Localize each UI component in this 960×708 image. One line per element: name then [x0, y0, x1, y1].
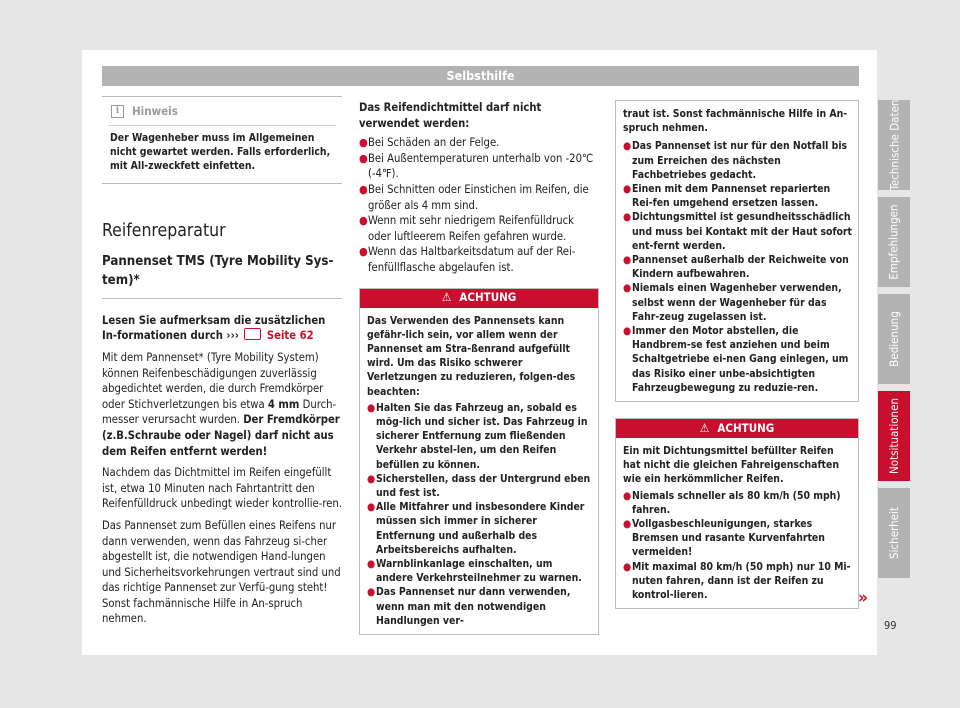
warning-list [367, 401, 592, 628]
intro-paragraph-3: Das Pannenset zum Befüllen eines Reifens nur dann verwenden, wenn das Fahrzeug si-cher abgestellt ist, die notwendigen Hand-lungen und Sicherheitsvorkehrungen vertraut sind und das richtige Pannenset zur Verfü-gung steht! Sonst fachmännische Hilfe in An-spruch nehmen. [102, 518, 341, 626]
bullet-icon: ● [623, 560, 632, 573]
list-item-text: Wenn das Haltbarkeitsdatum auf der Rei-fenfüllflasche abgelaufen ist. [368, 245, 576, 274]
not-use-list [359, 135, 599, 275]
warning-label: ACHTUNG [717, 420, 775, 435]
warning-box-2 [615, 418, 859, 609]
column-left [102, 96, 342, 633]
list-item [367, 472, 592, 500]
list-item [623, 182, 852, 210]
list-item [367, 585, 592, 628]
bullet-icon: ● [623, 140, 632, 153]
bullet-icon: ● [623, 325, 632, 338]
list-item-text: Niemals schneller als 80 km/h (50 mph) fahren. [632, 489, 841, 516]
bullet-icon: ● [623, 211, 632, 224]
bullet-icon: ● [623, 518, 632, 531]
section-subtitle: Pannenset TMS (Tyre Mobility Sys-tem)* [102, 252, 342, 299]
tab-label: Notsituationen [887, 397, 901, 475]
warning-continued-list [623, 139, 852, 395]
warning-header [360, 289, 598, 308]
list-item-text: Mit maximal 80 km/h (50 mph) nur 10 Mi-nuten fahren, dann ist der Reifen zu kontrol-lieren. [632, 560, 851, 602]
section-title: Reifenreparatur [102, 221, 226, 242]
bullet-icon: ● [367, 501, 376, 514]
bullet-icon: ● [359, 136, 368, 150]
warning-label: ACHTUNG [459, 290, 517, 305]
intro-paragraph-2: Nachdem das Dichtmittel im Reifen eingefüllt ist, etwa 10 Minuten nach Fahrtantritt den Reifenfülldruck unbedingt wieder kontrollie-ren. [102, 466, 342, 511]
bullet-icon: ● [367, 557, 376, 570]
list-item [623, 281, 852, 324]
bullet-icon: ● [367, 401, 376, 414]
list-item-text: Das Pannenset ist nur für den Notfall bis zum Erreichen des nächsten Fachbetriebes gedacht. [632, 140, 848, 181]
warning-header [616, 419, 858, 438]
list-item-text: Wenn mit sehr niedrigem Reifenfülldruck oder luftleerem Reifen gefahren wurde. [368, 214, 575, 243]
tab-label: Technische Daten [887, 99, 901, 191]
list-item-text: Alle Mitfahrer und insbesondere Kinder müssen sich immer in sicherer Entfernung und außerhalb des Arbeitsbereichs aufhalten. [376, 501, 585, 556]
page-number: 99 [884, 619, 897, 632]
intro-lead-text: Lesen Sie aufmerksam die zusätzlichen In-formationen durch ››› [102, 313, 326, 343]
bullet-icon: ● [623, 183, 632, 196]
warning-icon: ⚠ [441, 290, 452, 305]
column-right [615, 100, 859, 609]
list-item [359, 135, 599, 151]
list-item [623, 489, 852, 517]
tab-notsituationen[interactable] [878, 391, 910, 481]
list-item-text: Pannenset außerhalb der Reichweite von Kindern aufbewahren. [632, 254, 849, 281]
tab-label: Sicherheit [887, 507, 901, 559]
p1-text-b: 4 mm [267, 397, 300, 411]
bullet-icon: ● [359, 214, 368, 228]
hint-header [108, 104, 336, 126]
not-use-title: Das Reifendichtmittel darf nicht verwendet werden: [359, 101, 542, 130]
warning-intro: Das Verwenden des Pannensets kann gefähr-lich sein, vor allem wenn der Pannenset am Stra-ßenrand aufgefüllt wird. Um das Risiko schwerer Verletzungen zu reduzieren, folgen-des beachten: [367, 314, 576, 398]
list-item-text: Dichtungsmittel ist gesundheitsschädlich und muss bei Kontakt mit der Haut sofort ent-fernt werden. [632, 211, 853, 252]
hint-box [102, 96, 342, 184]
tab-label: Bedienung [887, 311, 901, 367]
bullet-icon: ● [623, 254, 632, 267]
list-item-text: Bei Schnitten oder Einstichen im Reifen, die größer als 4 mm sind. [368, 182, 589, 212]
list-item [359, 213, 599, 244]
tab-bedienung[interactable] [878, 294, 910, 384]
list-item-text: Halten Sie das Fahrzeug an, sobald es mög-lich und sicher ist. Das Fahrzeug in sicherer Entfernung zum fließenden Verkehr abstel-len, um den Reifen befüllen zu können. [376, 401, 588, 471]
list-item-text: Bei Außentemperaturen unterhalb von -20℃ (-4℉). [368, 151, 594, 181]
tab-empfehlungen[interactable] [878, 197, 910, 287]
list-item-text: Vollgasbeschleunigungen, starkes Bremsen und rasante Kurvenfahrten vermeiden! [632, 518, 825, 559]
list-item [623, 139, 852, 182]
p1-text-d: Der Fremdkörper (z.B.Schraube oder Nagel) darf nicht aus dem Reifen entfernt werden! [102, 413, 340, 458]
list-item [367, 500, 592, 557]
list-item-text: Immer den Motor abstellen, die Handbrem-se fest anziehen und beim Schaltgetriebe ei-nen Gang einlegen, um das Risiko einer unbe-absichtigten Fahrzeugbewegung zu reduzie-ren. [632, 325, 849, 394]
list-item-text: Bei Schäden an der Felge. [368, 136, 500, 150]
list-item [623, 517, 852, 560]
list-item-text: Warnblinkanlage einschalten, um andere Verkehrsteilnehmer zu warnen. [376, 557, 582, 585]
tab-technische-daten[interactable] [878, 100, 910, 190]
list-item [367, 401, 592, 472]
warning-body [616, 438, 858, 608]
warning-icon: ⚠ [699, 420, 710, 435]
book-icon [244, 328, 261, 340]
bullet-icon: ● [623, 282, 632, 295]
warning-list [623, 489, 852, 603]
list-item [623, 210, 852, 253]
list-item [623, 324, 852, 395]
column-middle [359, 100, 599, 635]
bullet-icon: ● [367, 472, 376, 485]
warning-box-1-continued [615, 100, 859, 402]
bullet-icon: ● [359, 151, 368, 165]
list-item [359, 244, 599, 275]
list-item [359, 151, 599, 182]
info-icon: i [111, 105, 124, 118]
intro-lead [102, 313, 342, 344]
p1-text-c: Durch-messer verursacht wurden. [102, 397, 337, 427]
warning-continued-text: traut ist. Sonst fachmännische Hilfe in An-spruch nehmen. [623, 108, 848, 135]
warning-intro: Ein mit Dichtungsmittel befüllter Reifen hat nicht die gleichen Fahreigenschaften wie ein herkömmlicher Reifen. [623, 445, 840, 486]
bullet-icon: ● [359, 182, 368, 196]
continue-arrow-icon: » [858, 588, 868, 608]
tab-label: Empfehlungen [887, 204, 901, 280]
list-item-text: Einen mit dem Pannenset reparierten Rei-fen umgehend ersetzen lassen. [632, 183, 831, 210]
hint-label: Hinweis [132, 104, 178, 118]
list-item-text: Das Pannenset nur dann verwenden, wenn man mit den notwendigen Handlungen ver- [376, 586, 571, 627]
hint-text: Der Wagenheber muss im Allgemeinen nicht gewartet werden. Falls erforderlich, mit All-zweckfett einfetten. [110, 131, 331, 172]
p1-text-a: Mit dem Pannenset* (Tyre Mobility System) können Reifenbeschädigungen zuverlässig abgedichtet werden, die durch Fremdkörper oder Stichverletzungen bis etwa [102, 350, 324, 411]
bullet-icon: ● [623, 489, 632, 502]
list-item [359, 182, 599, 213]
warning-body [360, 308, 598, 634]
bullet-icon: ● [359, 245, 368, 259]
bullet-icon: ● [367, 586, 376, 599]
intro-paragraph-1 [102, 350, 342, 459]
page-header: Selbsthilfe [102, 66, 859, 86]
tab-sicherheit[interactable] [878, 488, 910, 578]
list-item [367, 557, 592, 585]
list-item [623, 253, 852, 281]
list-item [623, 560, 852, 603]
warning-box-1 [359, 288, 599, 635]
list-item-text: Sicherstellen, dass der Untergrund eben und fest ist. [376, 472, 591, 499]
page-ref-link[interactable]: Seite 62 [266, 329, 314, 343]
list-item-text: Niemals einen Wagenheber verwenden, selbst wenn der Wagenheber für das Fahr-zeug zugelassen ist. [632, 282, 842, 323]
